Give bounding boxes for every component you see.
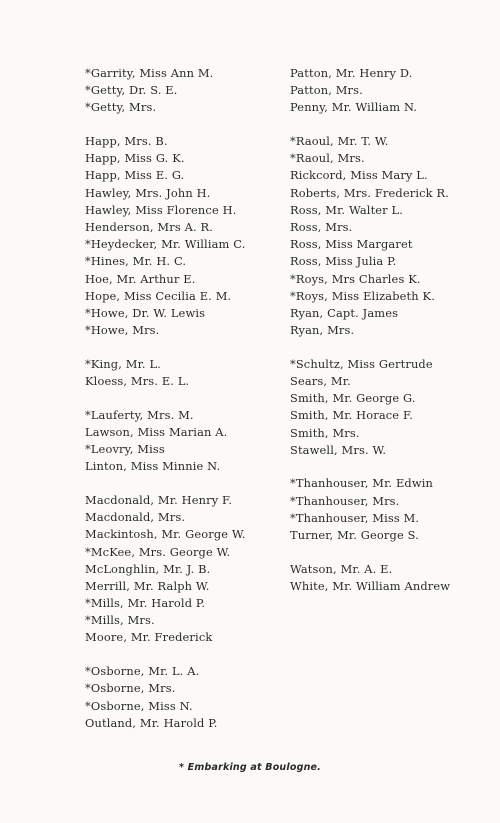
- passenger-name: Macdonald, Mr. Henry F.: [85, 492, 233, 507]
- passenger-name: Ross, Miss Julia P.: [290, 254, 397, 269]
- passenger-name: Smith, Mr. George G.: [290, 391, 416, 406]
- passenger-name: *Getty, Mrs.: [85, 100, 157, 115]
- passenger-name: *Garrity, Miss Ann M.: [85, 66, 214, 80]
- passenger-name: Turner, Mr. George S.: [290, 528, 419, 542]
- passenger-name: *Roys, Mrs Charles K.: [290, 271, 421, 286]
- passenger-name: Merrill, Mr. Ralph W.: [85, 578, 210, 593]
- passenger-name: *Heydecker, Mr. William C.: [85, 237, 246, 252]
- passenger-name: Rickcord, Miss Mary L.: [290, 168, 428, 183]
- passenger-name: *Thanhouser, Mrs.: [290, 493, 400, 508]
- passenger-name: *Osborne, Mrs.: [85, 681, 176, 696]
- passenger-name: Kloess, Mrs. E. L.: [85, 374, 190, 388]
- passenger-name: *Roys, Miss Elizabeth K.: [290, 288, 435, 303]
- passenger-name: *Mills, Mr. Harold P.: [85, 596, 206, 611]
- passenger-name: Happ, Miss G. K.: [85, 151, 185, 166]
- passenger-name: *Hines, Mr. H. C.: [85, 254, 187, 269]
- passenger-name: *Raoul, Mrs.: [290, 151, 365, 166]
- passenger-name: Patton, Mrs.: [290, 83, 363, 98]
- passenger-name: Watson, Mr. A. E.: [290, 561, 393, 576]
- passenger-name: *Thanhouser, Mr. Edwin: [290, 476, 434, 491]
- passenger-name: Macdonald, Mrs.: [85, 510, 186, 525]
- passenger-name: *Raoul, Mr. T. W.: [290, 134, 389, 149]
- passenger-name: *Osborne, Miss N.: [85, 698, 193, 713]
- passenger-name: Lawson, Miss Marian A.: [85, 424, 228, 439]
- passenger-name: Ross, Miss Margaret: [290, 237, 413, 252]
- passenger-name: Sears, Mr.: [290, 374, 351, 388]
- name-group: [290, 65, 485, 117]
- name-group: [85, 356, 280, 390]
- left-column: [85, 65, 280, 748]
- passenger-name: Roberts, Mrs. Frederick R.: [290, 185, 449, 200]
- passenger-name: Ryan, Capt. James: [290, 305, 399, 320]
- passenger-name: Henderson, Mrs A. R.: [85, 220, 214, 234]
- passenger-name: Stawell, Mrs. W.: [290, 442, 387, 457]
- passenger-name: Ryan, Mrs.: [290, 323, 355, 338]
- name-group: [290, 561, 485, 595]
- name-group: [85, 65, 280, 117]
- passenger-name: *Thanhouser, Miss M.: [290, 510, 420, 525]
- right-column: [290, 65, 485, 612]
- passenger-name: McLonghlin, Mr. J. B.: [85, 561, 211, 576]
- name-group: [290, 475, 485, 544]
- passenger-name: *Howe, Mrs.: [85, 323, 160, 338]
- passenger-name: *Osborne, Mr. L. A.: [85, 664, 200, 679]
- passenger-name: Patton, Mr. Henry D.: [290, 66, 413, 80]
- passenger-name: Happ, Miss E. G.: [85, 168, 185, 183]
- passenger-name: Hope, Miss Cecilia E. M.: [85, 288, 232, 303]
- passenger-name: Mackintosh, Mr. George W.: [85, 527, 246, 542]
- passenger-name: Ross, Mrs.: [290, 220, 353, 234]
- passenger-name: White, Mr. William Andrew: [290, 578, 451, 593]
- passenger-name: Smith, Mrs.: [290, 425, 360, 440]
- passenger-name: *Mills, Mrs.: [85, 613, 155, 628]
- passenger-name: *King, Mr. L.: [85, 356, 161, 371]
- passenger-name: Hawley, Miss Florence H.: [85, 202, 237, 217]
- passenger-name: *Leovry, Miss: [85, 442, 165, 457]
- passenger-name: *Lauferty, Mrs. M.: [85, 407, 194, 422]
- name-group: [290, 356, 485, 459]
- name-group: [85, 407, 280, 476]
- passenger-name: Happ, Mrs. B.: [85, 134, 168, 149]
- passenger-name: *Schultz, Miss Gertrude: [290, 356, 433, 371]
- passenger-name: *McKee, Mrs. George W.: [85, 544, 231, 559]
- name-group: [85, 133, 280, 339]
- passenger-name: Hoe, Mr. Arthur E.: [85, 271, 196, 286]
- passenger-name: Linton, Miss Minnie N.: [85, 459, 221, 474]
- passenger-name: Hawley, Mrs. John H.: [85, 185, 211, 200]
- footnote: * Embarking at Boulogne.: [179, 762, 321, 773]
- name-group: [85, 492, 280, 647]
- passenger-name: *Howe, Dr. W. Lewis: [85, 305, 206, 320]
- passenger-name: Outland, Mr. Harold P.: [85, 715, 218, 730]
- passenger-name: Moore, Mr. Frederick: [85, 630, 213, 645]
- passenger-name: Ross, Mr. Walter L.: [290, 202, 404, 217]
- passenger-name: Penny, Mr. William N.: [290, 100, 418, 115]
- passenger-name: *Getty, Dr. S. E.: [85, 83, 178, 98]
- name-group: [85, 663, 280, 732]
- name-group: [290, 133, 485, 339]
- passenger-name: Smith, Mr. Horace F.: [290, 408, 414, 423]
